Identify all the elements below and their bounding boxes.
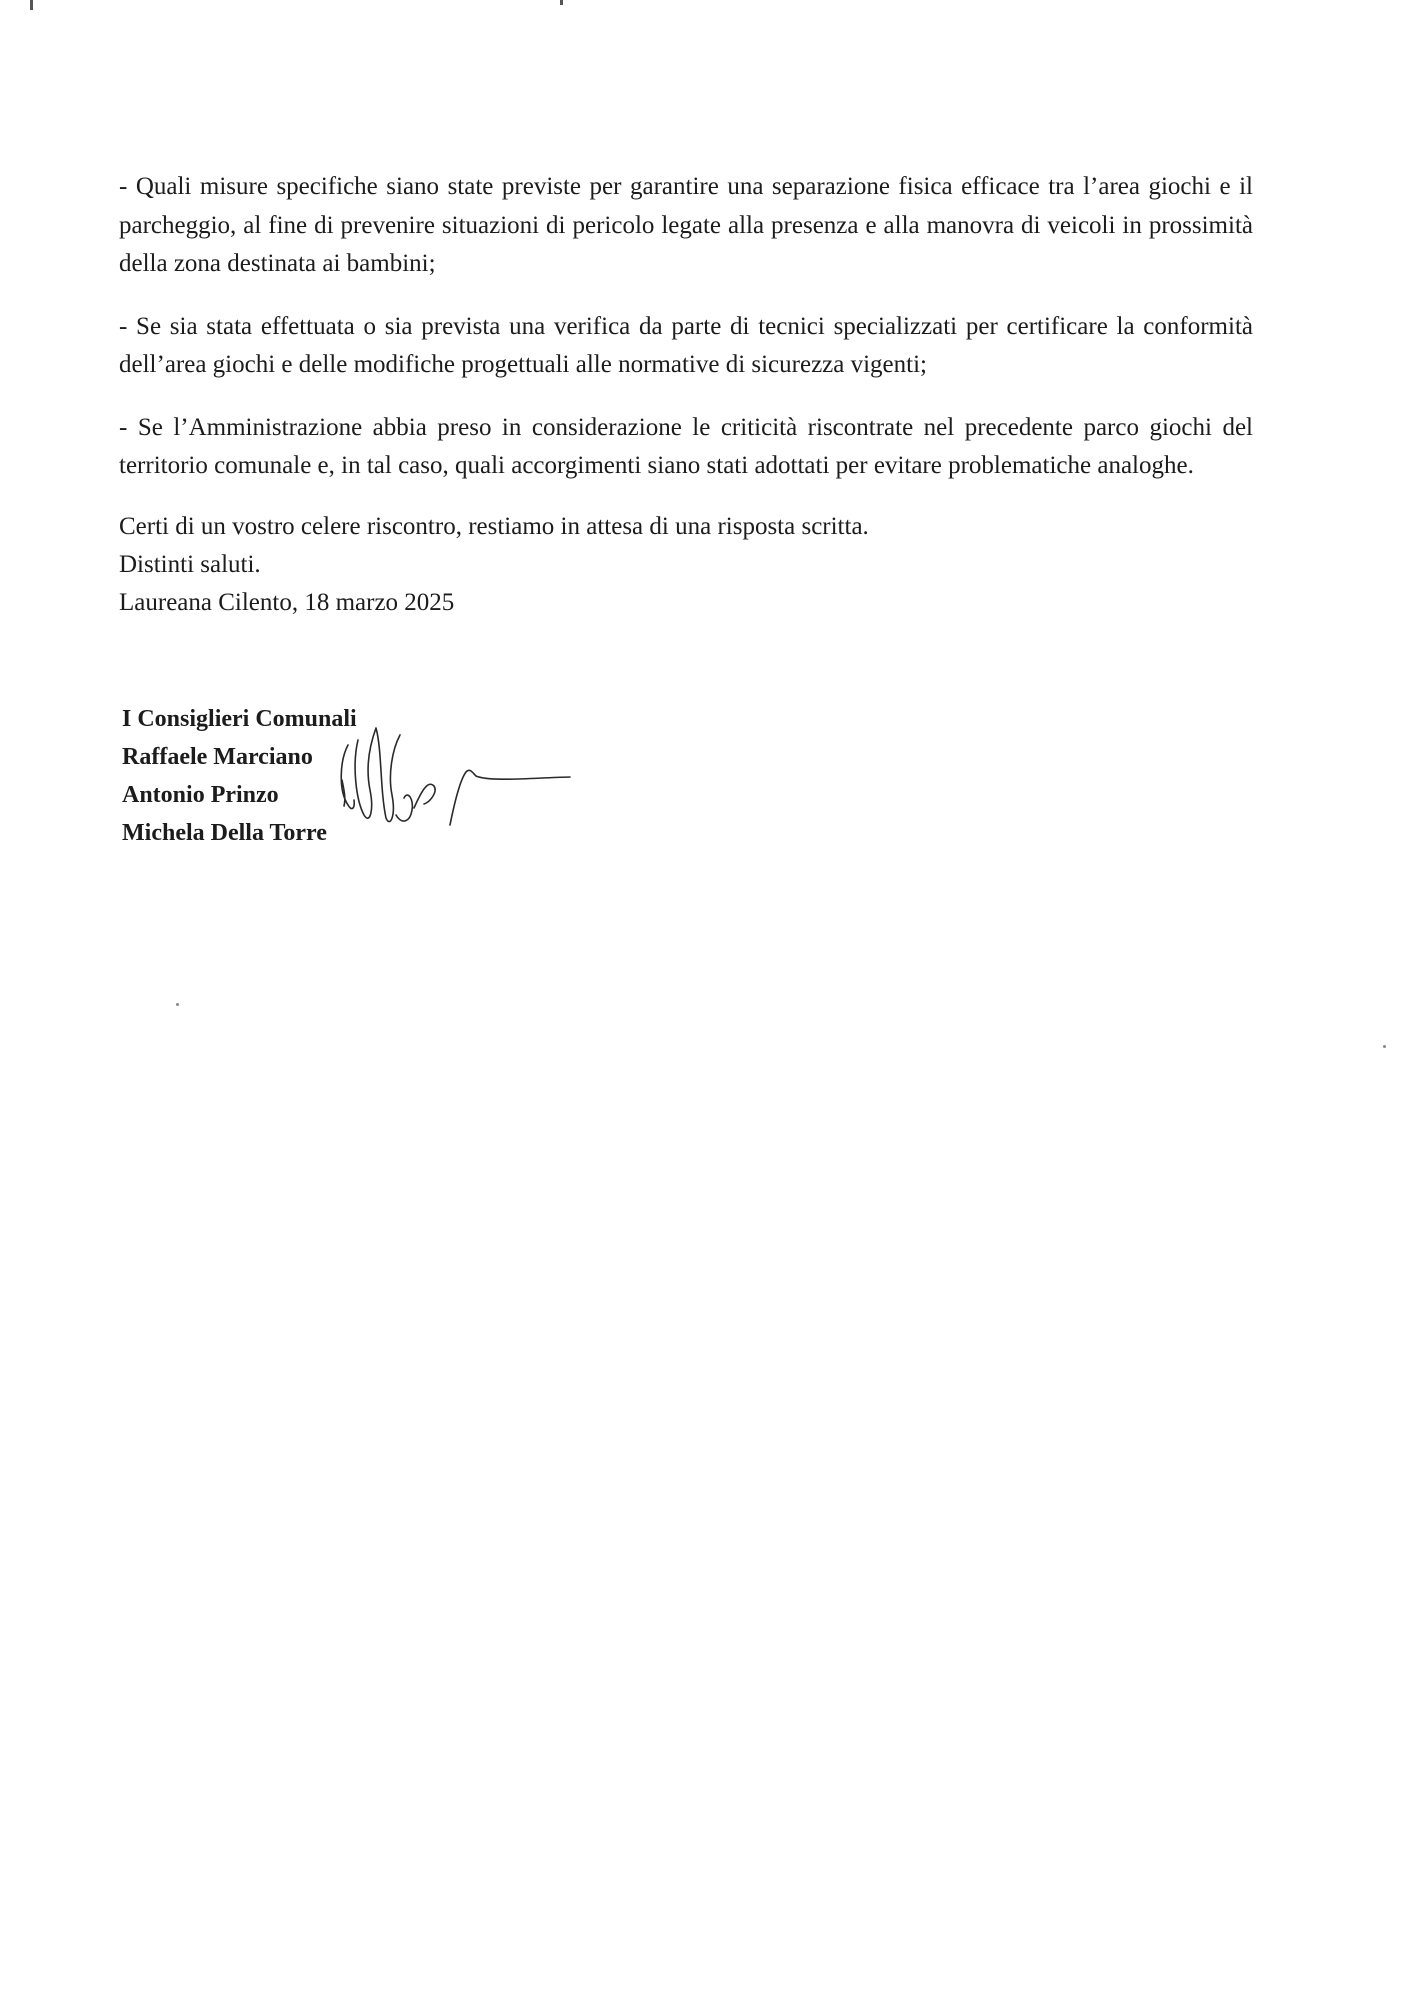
place-date-line: Laureana Cilento, 18 marzo 2025 xyxy=(119,588,455,616)
scan-speck xyxy=(1383,1045,1386,1048)
greeting-line: Distinti saluti. xyxy=(119,550,261,578)
body-paragraph-3: - Se l’Amministrazione abbia preso in considerazione le criticità riscontrate nel precedente parco giochi del territorio comunale e, in tal caso, quali accorgimenti siano stati adottati per evitare problematiche analoghe. xyxy=(119,413,1253,479)
handwritten-signature xyxy=(330,720,600,850)
document-body xyxy=(119,168,1253,622)
scan-speck xyxy=(176,1003,179,1006)
signer-name: Antonio Prinzo xyxy=(122,782,279,808)
scan-edge-mark xyxy=(30,0,33,10)
closing-line: Certi di un vostro celere riscontro, restiamo in attesa di una risposta scritta. xyxy=(119,512,869,540)
signer-name: Michela Della Torre xyxy=(122,820,327,846)
signer-name: Raffaele Marciano xyxy=(122,744,313,770)
scan-edge-mark xyxy=(560,0,563,5)
body-paragraph-2: - Se sia stata effettuata o sia prevista una verifica da parte di tecnici specializzati per certificare la conformità dell’area giochi e delle modifiche progettuali alle normative di sicurezza vigenti; xyxy=(119,312,1253,378)
signers-block xyxy=(122,700,357,852)
signers-heading: I Consiglieri Comunali xyxy=(122,706,357,732)
closing-block xyxy=(119,508,1253,622)
body-paragraph-1: - Quali misure specifiche siano state previste per garantire una separazione fisica efficace tra l’area giochi e il parcheggio, al fine di prevenire situazioni di pericolo legate alla presenza e alla manovra di veicoli in prossimità della zona destinata ai bambini; xyxy=(119,173,1253,277)
